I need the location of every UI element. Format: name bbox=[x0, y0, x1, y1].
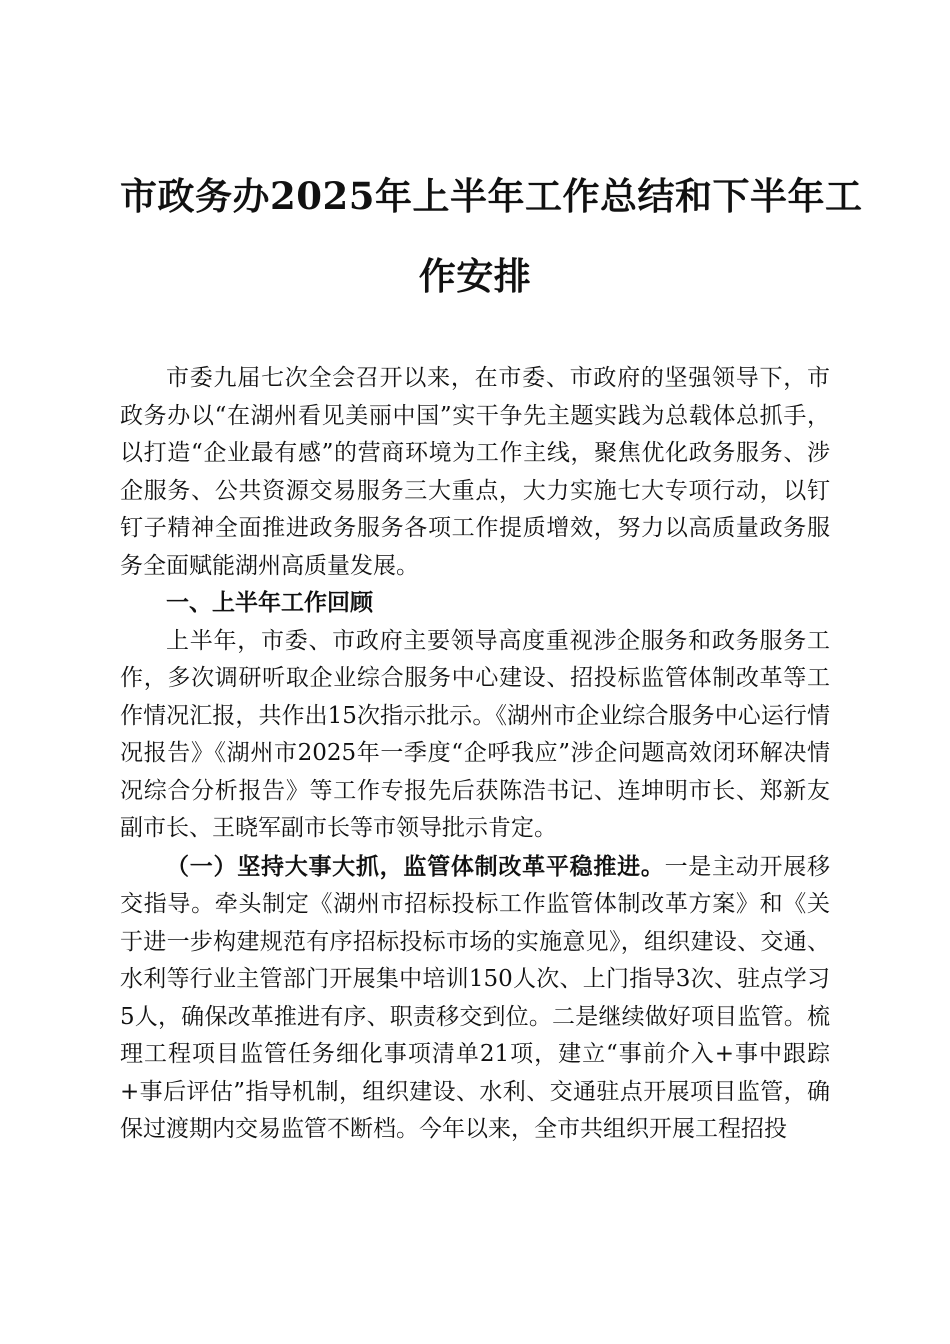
document-title-line-1: 市政务办2025年上半年工作总结和下半年工 bbox=[120, 174, 863, 218]
subsection-heading-1: （一）坚持大事大抓，监管体制改革平稳推进。 bbox=[166, 852, 665, 880]
document-title-line-2: 作安排 bbox=[418, 254, 532, 298]
document-body bbox=[120, 360, 830, 1149]
subsection-paragraph-1 bbox=[120, 848, 830, 1149]
section-paragraph-first-half: 上半年，市委、市政府主要领导高度重视涉企服务和政务服务工作，多次调研听取企业综合服务中心建设、招投标监管体制改革等工作情况汇报，共作出15次指示批示。《湖州市企业综合服务中心运行情况报告》《湖州市2025年一季度“企呼我应”涉企问题高效闭环解决情况综合分析报告》等工作专报先后获陈浩书记、连坤明市长、郑新友副市长、王晓军副市长等市领导批示肯定。 bbox=[120, 627, 830, 841]
document-title bbox=[120, 170, 863, 302]
intro-paragraph: 市委九届七次全会召开以来，在市委、市政府的坚强领导下，市政务办以“在湖州看见美丽中国”实干争先主题实践为总载体总抓手，以打造“企业最有感”的营商环境为工作主线，聚焦优化政务服务、涉企服务、公共资源交易服务三大重点，大力实施七大专项行动，以钉钉子精神全面推进政务服务各项工作提质增效，努力以高质量政务服务全面赋能湖州高质量发展。 bbox=[120, 365, 830, 579]
section-heading-first-half-review: 一、上半年工作回顾 bbox=[166, 590, 373, 616]
subsection-text-1: 一是主动开展移交指导。牵头制定《湖州市招标投标工作监管体制改革方案》和《关于进一步构建规范有序招标投标市场的实施意见》，组织建设、交通、水利等行业主管部门开展集中培训150人次、上门指导3次、驻点学习5人，确保改革推进有序、职责移交到位。二是继续做好项目监管。梳理工程项目监管任务细化事项清单21项，建立“事前介入+事中跟踪+事后评估”指导机制，组织建设、水利、交通驻点开展项目监管，确保过渡期内交易监管不断档。今年以来，全市共组织开展工程招投 bbox=[120, 853, 831, 1142]
